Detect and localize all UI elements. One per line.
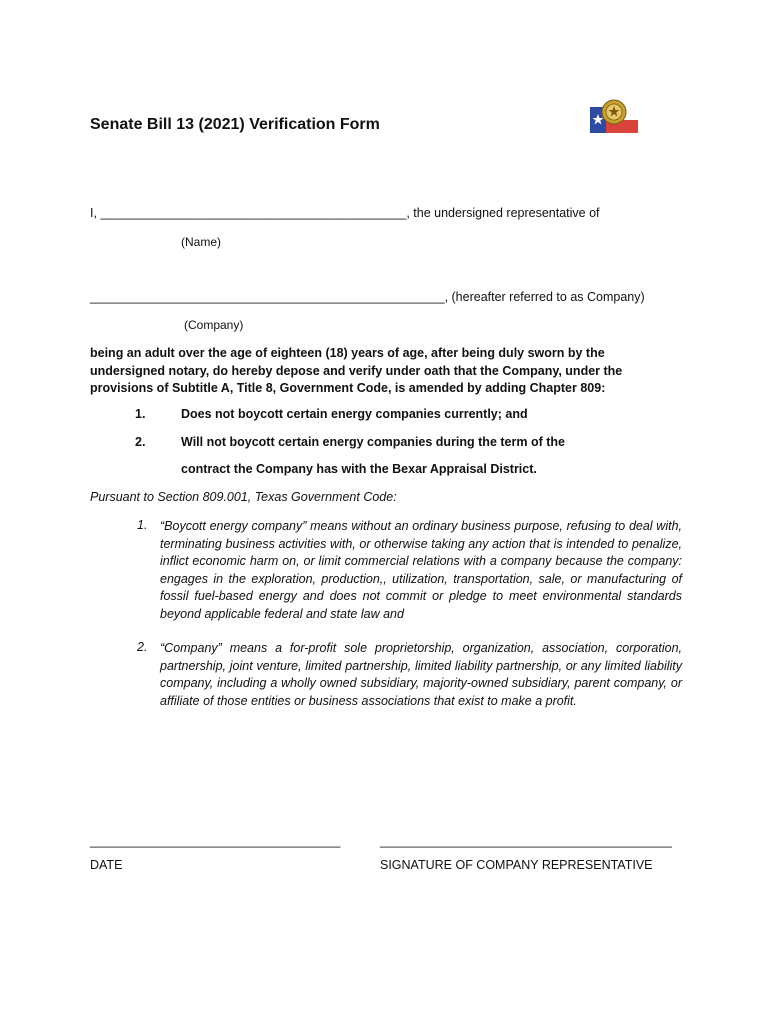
texas-flag-seal-logo-icon	[588, 95, 640, 135]
representative-line	[90, 206, 600, 220]
line1-prefix: I,	[90, 206, 97, 220]
line2-suffix: , (hereafter referred to as Company)	[444, 290, 645, 304]
sworn-statement: being an adult over the age of eighteen (18) years of age, after being duly sworn by the undersigned notary, do hereby depose and verify under oath that the Company, under the provisions of Subtitle A, Title 8, Government Code, is amended by adding Chapter 809:	[90, 346, 623, 395]
date-line[interactable]: ____________________________________	[90, 834, 341, 848]
date-label: DATE	[90, 858, 123, 872]
name-caption: (Name)	[181, 235, 222, 249]
company-line	[90, 290, 645, 304]
definition-1-number: 1.	[137, 518, 148, 532]
item-1-text: Does not boycott certain energy companies currently; and	[181, 407, 528, 421]
signature-line[interactable]: __________________________________________	[380, 834, 672, 848]
signature-label: SIGNATURE OF COMPANY REPRESENTATIVE	[380, 858, 653, 872]
pursuant-heading: Pursuant to Section 809.001, Texas Government Code:	[90, 490, 397, 504]
item-2-text: Will not boycott certain energy companies during the term of the	[181, 435, 565, 449]
line1-suffix: , the undersigned representative of	[406, 206, 600, 220]
item-2-number: 2.	[135, 435, 146, 449]
form-title: Senate Bill 13 (2021) Verification Form	[90, 116, 380, 133]
definition-1-text: “Boycott energy company” means without an ordinary business purpose, refusing to deal with, terminating business activities with, or otherwise taking any action that is intended to penalize, inflict economic harm on, or limit commercial relations with a company because the company: engages in the exploration, production,, utilization, transportation, sale, or manufacturing of fossil fuel-based energy and does not commit or pledge to meet environmental standards beyond applicable federal and state law and	[160, 519, 682, 621]
company-blank[interactable]: ___________________________________________________	[90, 290, 445, 304]
definition-2-number: 2.	[137, 640, 148, 654]
definition-2-text: “Company” means a for-profit sole proprietorship, organization, association, corporation, partnership, joint venture, limited partnership, limited liability partnership, or any limited liability company, including a wholly owned subsidiary, majority-owned subsidiary, parent company, or affiliate of those entities or business associations that exist to make a profit.	[160, 641, 682, 708]
item-2-continued: contract the Company has with the Bexar Appraisal District.	[181, 462, 537, 476]
item-1-number: 1.	[135, 407, 146, 421]
name-blank[interactable]: ____________________________________________	[100, 206, 407, 220]
company-caption: (Company)	[184, 318, 244, 332]
